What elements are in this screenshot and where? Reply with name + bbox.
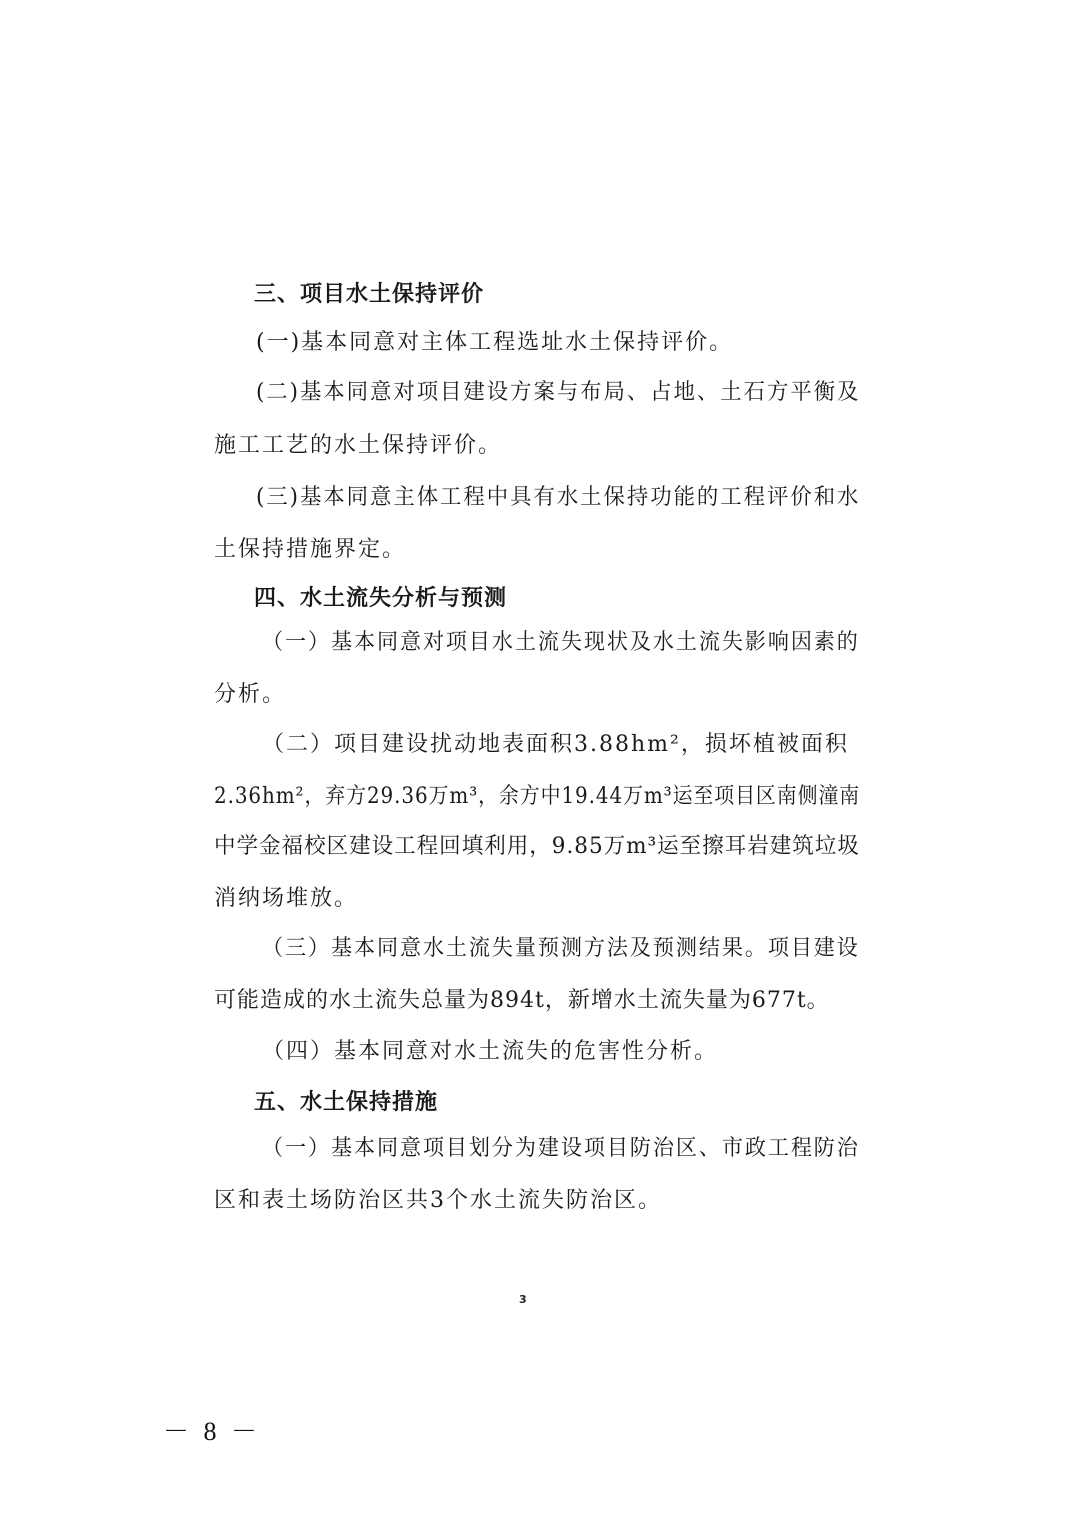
section-heading-5: 五、水土保持措施 bbox=[254, 1090, 439, 1115]
paragraph-line: (三)基本同意主体工程中具有水土保持功能的工程评价和水 bbox=[256, 485, 861, 510]
paragraph-line: （二）项目建设扰动地表面积3.88hm²，损坏植被面积 bbox=[262, 732, 849, 757]
paragraph-line: 2.36hm²，弃方29.36万m³，余方中19.44万m³运至项目区南侧潼南 bbox=[214, 784, 861, 809]
section-heading-3: 三、项目水土保持评价 bbox=[254, 282, 485, 307]
paragraph-line: (二)基本同意对项目建设方案与布局、占地、土石方平衡及 bbox=[256, 380, 861, 405]
paragraph-line: 可能造成的水土流失总量为894t，新增水土流失量为677t。 bbox=[214, 988, 830, 1013]
paragraph-line: 施工工艺的水土保持评价。 bbox=[214, 433, 503, 458]
paragraph-line: 中学金福校区建设工程回填利用，9.85万m³运至擦耳岩建筑垃圾 bbox=[214, 834, 860, 859]
paragraph-line: 区和表土场防治区共3个水土流失防治区。 bbox=[214, 1188, 662, 1213]
inner-page-number: 3 bbox=[519, 1293, 527, 1306]
paragraph-line: (一)基本同意对主体工程选址水土保持评价。 bbox=[256, 330, 734, 355]
paragraph-line: （一）基本同意对项目水土流失现状及水土流失影响因素的 bbox=[262, 630, 860, 655]
section-heading-4: 四、水土流失分析与预测 bbox=[254, 586, 508, 611]
paragraph-line: （三）基本同意水土流失量预测方法及预测结果。项目建设 bbox=[262, 936, 860, 961]
paragraph-line: 消纳场堆放。 bbox=[214, 886, 359, 911]
page-footer-number: － 8 － bbox=[163, 1417, 262, 1446]
paragraph-line: （一）基本同意项目划分为建设项目防治区、市政工程防治 bbox=[262, 1136, 860, 1161]
paragraph-line: （四）基本同意对水土流失的危害性分析。 bbox=[262, 1039, 719, 1064]
paragraph-line: 分析。 bbox=[214, 682, 287, 707]
paragraph-line: 土保持措施界定。 bbox=[214, 537, 407, 562]
